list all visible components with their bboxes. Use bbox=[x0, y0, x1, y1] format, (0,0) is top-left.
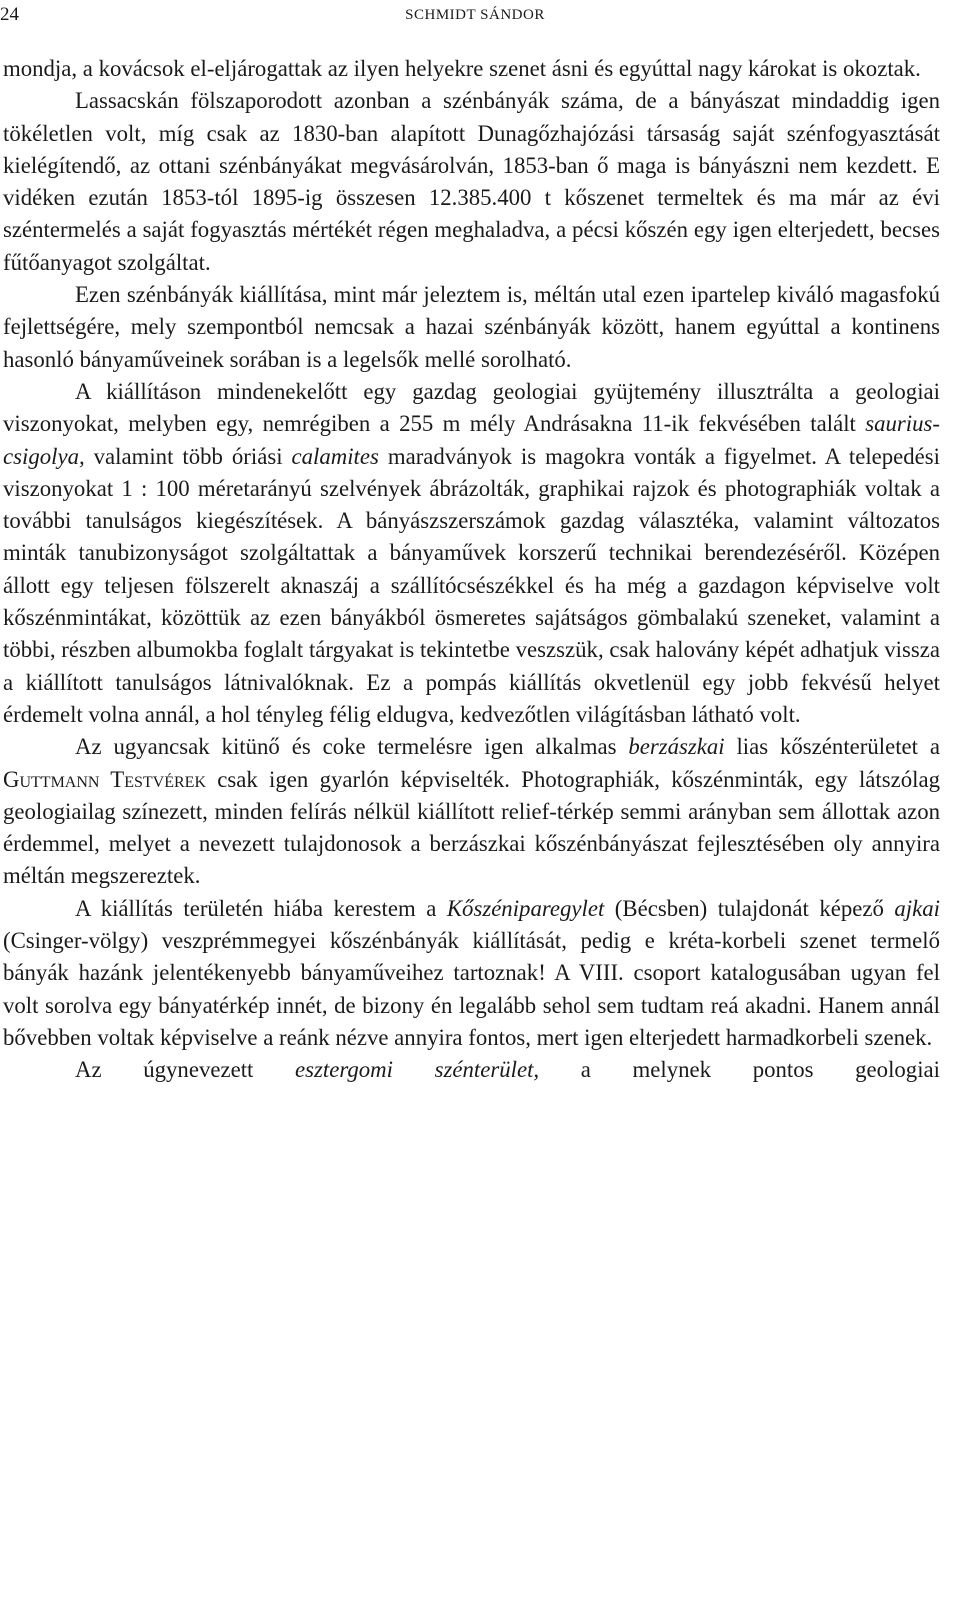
paragraph-7-text-a: Az úgynevezett bbox=[75, 1057, 296, 1083]
paragraph-2 bbox=[3, 85, 940, 279]
paragraph-5-text-a: Az ugyancsak kitünő és coke termelésre igen alkalmas bbox=[75, 734, 629, 760]
paragraph-5-smallcaps: Guttmann Testvérek bbox=[3, 766, 207, 792]
paragraph-5 bbox=[3, 731, 940, 892]
paragraph-5-text-b: lias kőszénterületet a bbox=[724, 734, 940, 760]
paragraph-7-italic-a: esztergomi szénterület, bbox=[295, 1057, 540, 1083]
paragraph-6-italic-b: ajkai bbox=[894, 895, 940, 921]
paragraph-1 bbox=[3, 53, 940, 85]
paragraph-4-italic-b: calamites bbox=[291, 443, 379, 469]
paragraph-6-text-b: (Bécsben) tulajdonát képező bbox=[604, 895, 895, 921]
paragraph-4-text-a: A kiállításon mindenekelőtt egy gazdag geologiai gyüjtemény illusztrálta a geologiai viszonyokat, melyben egy, nemrégiben a 255 m mély Andrásakna 11-ik fekvésében talált bbox=[3, 378, 940, 437]
paragraph-3-text: Ezen szénbányák kiállítása, mint már jeleztem is, méltán utal ezen ipartelep kiváló magasfokú fejlettségére, mely szempontból nemcsak a hazai szénbányák között, hanem egyúttal a kontinens hasonló bányaműveinek sorában is a legelsők mellé sorolható. bbox=[3, 282, 940, 372]
paragraph-5-text-c: csak igen gyarlón képviselték. Photographiák, kőszénminták, egy látszólag geologiailag színezett, minden felírás nélkül kiállított relief-térkép semmi arányban sem állottak azon érdemmel, melyet a nevezett tulajdonosok a berzászkai kőszénbányászat fejlesztésében oly annyira méltán megszereztek. bbox=[3, 766, 940, 889]
body-text bbox=[3, 53, 940, 1087]
page-header bbox=[0, 4, 950, 28]
paragraph-4-text-b: valamint több óriási bbox=[84, 443, 292, 469]
paragraph-6 bbox=[3, 893, 940, 1054]
paragraph-6-text-a: A kiállítás területén hiába kerestem a bbox=[75, 895, 447, 921]
paragraph-2-text: Lassacskán fölszaporodott azonban a szénbányák száma, de a bányászat mindaddig igen tökéletlen volt, míg csak az 1830-ban alapított Dunagőzhajózási társaság saját szénfogyasztását kielégítendő, az ottani szénbányákat megvásárolván, 1853-ban ő maga is bányászni nem kezdett. E vidéken ezután 1853-tól 1895-ig összesen 12.385.400 t kőszenet termeltek és ma már az évi széntermelés a saját fogyasztás mértékét régen meghaladva, a pécsi kőszén egy igen elterjedett, becses fűtőanyagot szolgáltat. bbox=[3, 88, 940, 275]
page-number: 24 bbox=[0, 4, 19, 25]
paragraph-6-italic-a: Kőszéniparegylet bbox=[446, 895, 605, 921]
paragraph-4-text-c: maradványok is magokra vonták a figyelmet. A telepedési viszonyokat 1 : 100 méretarányú szelvények ábrázolták, graphikai rajzok és photographiák voltak a további tanulságos kiegészítések. A bányászszerszámok gazdag választéka, valamint változatos minták tanubizonyságot szolgáltattak a bányaművek korszerű technikai berendezéséről. Középen állott egy teljesen fölszerelt aknaszáj a szállítócsészékkel és ha még a gazdagon képviselve volt kőszénmintákat, közöttük az ezen bányákból ösmeretes sajátságos gömbalakú szeneket, valamint a többi, részben albumokba foglalt tárgyakat is tekintetbe veszszük, csak halovány képét adhatjuk vissza a kiállított tanulságos látnivalóknak. Ez a pompás kiállítás okvetlenül egy jobb fekvésű helyet érdemelt volna annál, a hol tényleg félig eldugva, kedvezőtlen világításban látható volt. bbox=[3, 443, 941, 727]
paragraph-4-italic-a: saurius-csigolya, bbox=[3, 411, 940, 469]
paragraph-5-italic-a: berzászkai bbox=[628, 734, 725, 760]
paragraph-7-text-b: a melynek pontos geologiai bbox=[539, 1057, 940, 1083]
paragraph-7 bbox=[3, 1054, 940, 1086]
paragraph-4 bbox=[3, 376, 940, 731]
paragraph-6-text-c: (Csinger-völgy) veszprémmegyei kőszénbányák kiállítását, pedig e kréta-korbeli szenet termelő bányák hazánk jelentékenyebb bányaműveihez tartoznak! A VIII. csoport katalogusában ugyan fel volt sorolva egy bányatérkép innét, de bizony én legalább sehol sem tudtam reá akadni. Hanem annál bővebben voltak képviselve a reánk nézve annyira fontos, mert igen elterjedett harmadkorbeli szenek. bbox=[3, 928, 940, 1050]
paragraph-1-text: mondja, a kovácsok el-eljárogattak az ilyen helyekre szenet ásni és egyúttal nagy károkat is okoztak. bbox=[3, 56, 921, 81]
running-title: SCHMIDT SÁNDOR bbox=[405, 7, 545, 23]
paragraph-3 bbox=[3, 279, 940, 376]
